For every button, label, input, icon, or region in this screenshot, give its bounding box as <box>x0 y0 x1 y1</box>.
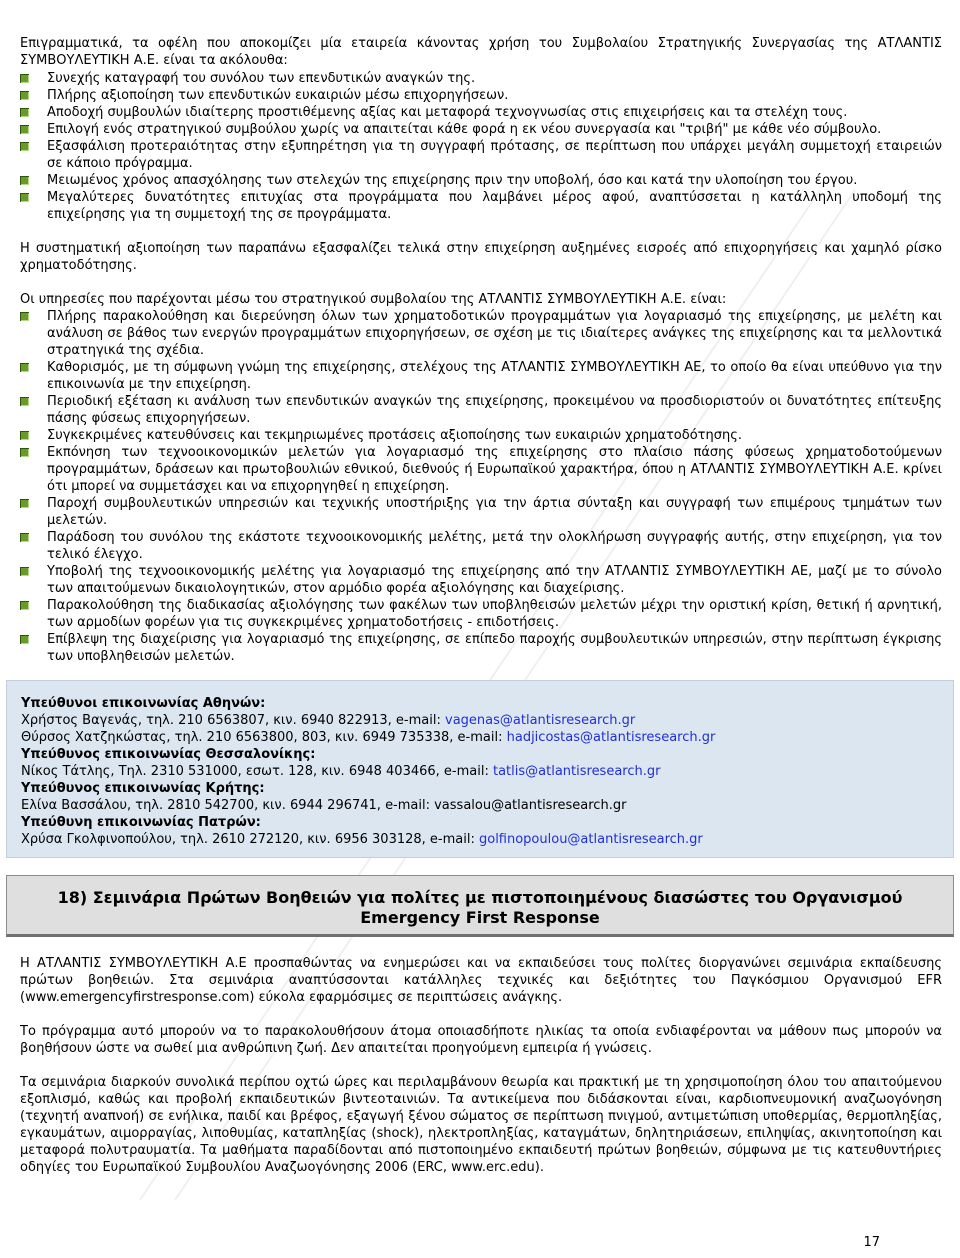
email-link[interactable]: hadjicostas@atlantisresearch.gr <box>506 730 716 745</box>
services-lead: Οι υπηρεσίες που παρέχονται μέσω του στρατηγικού συμβολαίου της ΑΤΛΑΝΤΙΣ ΣΥΜΒΟΥΛΕΥΤΙΚΗ Α.Ε. είναι: <box>20 292 727 307</box>
section-18-body <box>20 955 942 1176</box>
list-item: Συνεχής καταγραφή του συνόλου των επενδυτικών αναγκών της. <box>20 70 942 87</box>
section-18-banner <box>6 875 954 937</box>
list-item: Συγκεκριμένες κατευθύνσεις και τεκμηριωμένες προτάσεις αξιοποίησης των ευκαιριών χρηματοδότησης. <box>20 427 942 444</box>
section-18-paragraph-1: Η ΑΤΛΑΝΤΙΣ ΣΥΜΒΟΥΛΕΥΤΙΚΗ Α.Ε προσπαθώντας να ενημερώσει και να εκπαιδεύσει τους πολίτες διοργανώνει σεμινάρια εκπαίδευσης πρώτων βοηθειών. Στα σεμινάρια αναπτύσσονται κατάλληλες τεχνικές και δεξιότητες του Παγκόσμιου Οργανισμού EFR (www.emergencyfirstresponse.com) εύκολα εφαρμόσιμες σε περιπτώσεις ανάγκης. <box>20 956 942 1005</box>
section-18-paragraph-3: Τα σεμινάρια διαρκούν συνολικά περίπου οχτώ ώρες και περιλαμβάνουν θεωρία και πρακτική με τη χρησιμοποίηση όλου του απαιτούμενου εξοπλισμό, καθώς και προβολή εκπαιδευτικών βιντεοταινιών. Τα αντικείμενα που διδάσκονται είναι, καρδιοπνευμονική αναζωογόνηση (τεχνητή αναπνοή) σε ενήλικα, παιδί και βρέφος, εξαγωγή ξένου σώματος σε περίπτωση πνιγμού, αντιμετώπιση υποθερμίας, θερμοπληξίας, εγκαυμάτων, αιμορραγίας, λιποθυμίας, καταπληξίας (shock), ηλεκτροπληξίας, καταγμάτων, δηλητηριάσεων, επιληψίας, ακινητοποίηση και μεταφορά πολυτραυματία. Τα μαθήματα παραδίδονται από πιστοποιημένο εκπαιδευτή πρώτων βοηθειών, σύμφωνα με τις κατευθυντήριες οδηγίες του Ευρωπαϊκού Συμβουλίου Αναζωογόνησης 2006 (ERC, www.erc.edu). <box>20 1075 942 1175</box>
contact-patras: Χρύσα Γκολφινοπούλου, τηλ. 2610 272120, κιν. 6956 303128, e-mail: golfinopoulou@atlantisresearch.gr <box>21 832 703 847</box>
list-item: Υποβολή της τεχνοοικονομικής μελέτης για λογαριασμό της επιχείρησης από την ΑΤΛΑΝΤΙΣ ΣΥΜΒΟΥΛΕΥΤΙΚΗ ΑΕ, μαζί με το σύνολο των απαιτούμενων δικαιολογητικών, στον αρμόδιο φορέα αξιολόγησης και διαχείρισης. <box>20 563 942 597</box>
list-item: Επίβλεψη της διαχείρισης για λογαριασμό της επιχείρησης, σε επίπεδο παροχής συμβουλευτικών υπηρεσιών, στην περίπτωση έγκρισης των υποβληθεισών μελετών. <box>20 631 942 665</box>
list-item: Εξασφάλιση προτεραιότητας στην εξυπηρέτηση για τη συγγραφή πρότασης, σε περίπτωση που υπάρχει μεγάλη συμμετοχή εταιρειών σε κάποιο πρόγραμμα. <box>20 138 942 172</box>
intro-section <box>20 35 942 665</box>
contact-athens-2: Θύρσος Χατζηκώστας, τηλ. 210 6563800, 803, κιν. 6949 735338, e-mail: hadjicostas@atlantisresearch.gr <box>21 730 716 745</box>
email-link[interactable]: vagenas@atlantisresearch.gr <box>445 713 636 728</box>
athens-contacts-heading: Υπεύθυνοι επικοινωνίας Αθηνών: <box>21 696 266 711</box>
section-18-paragraph-2: Το πρόγραμμα αυτό μπορούν να το παρακολουθήσουν άτομα οποιασδήποτε ηλικίας τα οποία ενδιαφέρονται να μάθουν πως μπορούν να βοηθήσουν ώστε να σωθεί μια ανθρώπινη ζωή. Δεν απαιτείται προηγούμενη εμπειρία ή γνώσεις. <box>20 1024 942 1056</box>
contact-crete: Ελίνα Βασσάλου, τηλ. 2810 542700, κιν. 6944 296741, e-mail: vassalou@atlantisresearch.gr <box>21 798 627 813</box>
list-item: Καθορισμός, με τη σύμφωνη γνώμη της επιχείρησης, στελέχους της ΑΤΛΑΝΤΙΣ ΣΥΜΒΟΥΛΕΥΤΙΚΗ ΑΕ, το οποίο θα είναι υπεύθυνο για την επικοινωνία με την επιχείρηση. <box>20 359 942 393</box>
page-number: 17 <box>863 1235 880 1250</box>
list-item: Εκπόνηση των τεχνοοικονομικών μελετών για λογαριασμό της επιχείρησης στο πλαίσιο πάσης φύσεως χρηματοδοτούμενων προγραμμάτων, δράσεων και πρωτοβουλιών εθνικού, διεθνούς ή Ευρωπαϊκού χαρακτήρα, όπου η ΑΤΛΑΝΤΙΣ ΣΥΜΒΟΥΛΕΥΤΙΚΗ Α.Ε. κρίνει ότι μπορεί να συμμετάσχει και να επιχορηγηθεί η επιχείρηση. <box>20 444 942 495</box>
list-item: Παροχή συμβουλευτικών υπηρεσιών και τεχνικής υποστήριξης για την άρτια σύνταξη και συγγραφή των επιμέρους τμημάτων των μελετών. <box>20 495 942 529</box>
email-link[interactable]: golfinopoulou@atlantisresearch.gr <box>478 832 703 847</box>
list-item: Παρακολούθηση της διαδικασίας αξιολόγησης των φακέλων των υποβληθεισών μελετών μέχρι την οριστική κρίση, θετική ή αρνητική, των αρμοδίων φορέων για τις συγκεκριμένες χρηματοδοτήσεις - επιδοτήσεις. <box>20 597 942 631</box>
section-title-line-2: Emergency First Response <box>360 908 600 927</box>
list-item: Περιοδική εξέταση κι ανάλυση των επενδυτικών αναγκών της επιχείρησης, προκειμένου να προσδιοριστούν οι δυνατότητες επίτευξης πάσης φύσεως επιχορηγήσεων. <box>20 393 942 427</box>
list-item: Μεγαλύτερες δυνατότητες επιτυχίας στα προγράμματα που λαμβάνει μέρος αφού, αναπτύσσεται η κατάλληλη υποδομή της επιχείρησης για τη συμμετοχή της σε προγράμματα. <box>20 189 942 223</box>
list-item: Μειωμένος χρόνος απασχόλησης των στελεχών της επιχείρησης πριν την υποβολή, όσο και κατά την υλοποίηση του έργου. <box>20 172 942 189</box>
list-item: Πλήρης παρακολούθηση και διερεύνηση όλων των χρηματοδοτικών προγραμμάτων για λογαριασμό της επιχείρησης, με μελέτη και ανάλυση σε βάθος των ενεργών προγραμμάτων επιχορηγήσεων, σε σχέση με τις ιδιαίτερες ανάγκες της επιχείρησης και τα μελλοντικά στρατηγικά της σχέδια. <box>20 308 942 359</box>
list-item: Αποδοχή συμβουλών ιδιαίτερης προστιθέμενης αξίας και μεταφορά τεχνογνωσίας στις επιχειρήσεις και τα στελέχη τους. <box>20 104 942 121</box>
crete-contact-heading: Υπεύθυνος επικοινωνίας Κρήτης: <box>21 781 265 796</box>
patras-contact-heading: Υπεύθυνη επικοινωνίας Πατρών: <box>21 815 261 830</box>
list-item: Επιλογή ενός στρατηγικού συμβούλου χωρίς να απαιτείται κάθε φορά η εκ νέου συνεργασία και "τριβή" με κάθε νέο σύμβουλο. <box>20 121 942 138</box>
section-title-line-1: 18) Σεμινάρια Πρώτων Βοηθειών για πολίτες με πιστοποιημένους διασώστες του Οργανισμού <box>57 888 903 907</box>
list-item: Παράδοση του συνόλου της εκάστοτε τεχνοοικονομικής μελέτης, μετά την ολοκλήρωση συγγραφής αυτής, στην επιχείρηση, για τον τελικό έλεγχο. <box>20 529 942 563</box>
contact-thessaloniki: Νίκος Τάτλης, Τηλ. 2310 531000, εσωτ. 128, κιν. 6948 403466, e-mail: tatlis@atlantisresearch.gr <box>21 764 661 779</box>
services-list <box>20 308 942 665</box>
list-item: Πλήρης αξιοποίηση των επενδυτικών ευκαιριών μέσω επιχορηγήσεων. <box>20 87 942 104</box>
contact-athens-1: Χρήστος Βαγενάς, τηλ. 210 6563807, κιν. 6940 822913, e-mail: vagenas@atlantisresearch.gr <box>21 713 636 728</box>
email-link[interactable]: tatlis@atlantisresearch.gr <box>492 764 661 779</box>
benefits-list <box>20 70 942 223</box>
contact-box <box>6 680 954 858</box>
intro-lead: Επιγραμματικά, τα οφέλη που αποκομίζει μία εταιρεία κάνοντας χρήση του Συμβολαίου Στρατηγικής Συνεργασίας της ΑΤΛΑΝΤΙΣ ΣΥΜΒΟΥΛΕΥΤΙΚΗ Α.Ε. είναι τα ακόλουθα: <box>20 36 942 68</box>
thessaloniki-contact-heading: Υπεύθυνος επικοινωνίας Θεσσαλονίκης: <box>21 747 316 762</box>
intro-summary: Η συστηματική αξιοποίηση των παραπάνω εξασφαλίζει τελικά στην επιχείρηση αυξημένες εισροές από επιχορηγήσεις και χαμηλό ρίσκο χρηματοδότησης. <box>20 241 942 273</box>
